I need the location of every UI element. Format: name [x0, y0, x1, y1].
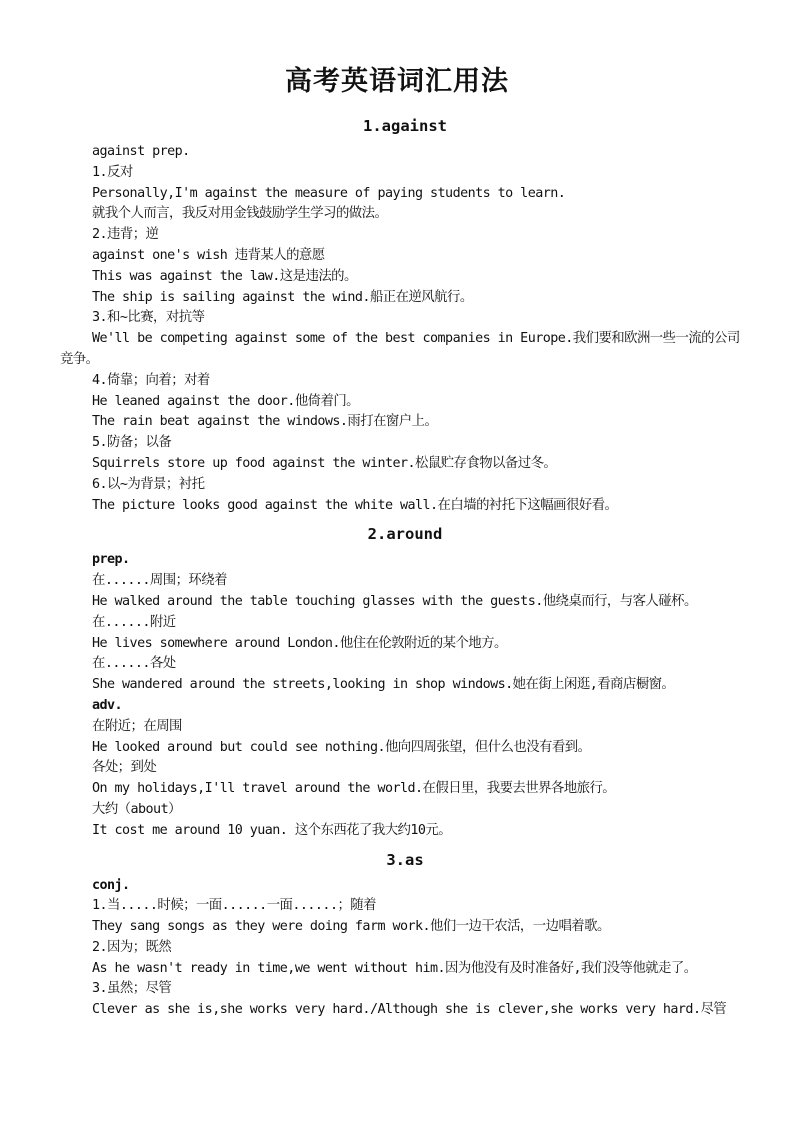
part-of-speech-label: adv. [92, 697, 123, 713]
text-line: 5.防备；以备 [92, 435, 172, 451]
text-line: He lives somewhere around London.他住在伦敦附近的某个地方。 [92, 635, 507, 651]
section-body [60, 876, 750, 1024]
text-line: The ship is sailing against the wind.船正在逆风航行。 [92, 289, 473, 305]
text-line: Personally,I'm against the measure of paying students to learn. [92, 185, 566, 201]
text-line: The rain beat against the windows.雨打在窗户上。 [92, 414, 438, 430]
text-line: 6.以~为背景；衬托 [92, 476, 205, 492]
text-line: 3.和~比赛，对抗等 [92, 310, 205, 326]
document-title: 高考英语词汇用法 [285, 66, 509, 97]
text-line: 在......附近 [92, 614, 176, 630]
text-line: 大约（about） [92, 801, 181, 817]
text-line: She wandered around the streets,looking in shop windows.她在街上闲逛,看商店橱窗。 [92, 677, 675, 693]
text-line: As he wasn't ready in time,we went without him.因为他没有及时准备好,我们没等他就走了。 [92, 960, 697, 976]
section [60, 110, 750, 518]
text-line: 2.违背；逆 [92, 227, 159, 243]
text-line: 3.虽然；尽管 [92, 981, 172, 997]
text-line: He looked around but could see nothing.他向四周张望，但什么也没有看到。 [92, 739, 591, 755]
section-heading: 1.against [363, 117, 447, 135]
text-line: This was against the law.这是违法的。 [92, 268, 357, 284]
section-heading: 2.around [367, 525, 443, 544]
text-line: 在......各处 [92, 656, 176, 672]
text-line: 各处；到处 [92, 760, 157, 776]
text-line: 4.倚靠；向着；对着 [92, 372, 210, 388]
part-of-speech-label: prep. [92, 552, 130, 568]
section [60, 844, 750, 1024]
text-line: against one's wish 违背某人的意愿 [92, 247, 325, 263]
text-line: 2.因为；既然 [92, 939, 172, 955]
text-line: They sang songs as they were doing farm work.他们一边干农活，一边唱着歌。 [92, 919, 610, 935]
section-body [60, 550, 750, 843]
text-line: Squirrels store up food against the winter.松鼠贮存食物以备过冬。 [92, 455, 557, 471]
text-line: 在......周围；环绕着 [92, 573, 227, 589]
document-content [60, 110, 750, 1023]
text-line: against prep. [92, 144, 190, 159]
text-line: Clever as she is,she works very hard./Although she is clever,she works very hard.尽管 [92, 1002, 727, 1018]
part-of-speech-label: conj. [92, 877, 130, 893]
text-line: 1.反对 [92, 164, 133, 180]
text-line: He leaned against the door.他倚着门。 [92, 393, 360, 409]
section-body [60, 142, 750, 518]
text-line: 就我个人而言，我反对用金钱鼓励学生学习的做法。 [92, 206, 388, 222]
section-heading: 3.as [386, 850, 424, 869]
text-line: He walked around the table touching glasses with the guests.他绕桌而行，与客人碰杯。 [92, 593, 697, 609]
text-line: 在附近；在周围 [92, 718, 182, 734]
text-line: We'll be competing against some of the best companies in Europe.我们要和欧洲一些一流的公司竞争。 [60, 331, 740, 367]
text-line: It cost me around 10 yuan. 这个东西花了我大约10元。 [92, 822, 452, 838]
section [60, 518, 750, 843]
text-line: The picture looks good against the white wall.在白墙的衬托下这幅画很好看。 [92, 497, 618, 513]
text-line: On my holidays,I'll travel around the world.在假日里，我要去世界各地旅行。 [92, 781, 616, 797]
text-line: 1.当.....时候；一面......一面......；随着 [92, 898, 376, 914]
